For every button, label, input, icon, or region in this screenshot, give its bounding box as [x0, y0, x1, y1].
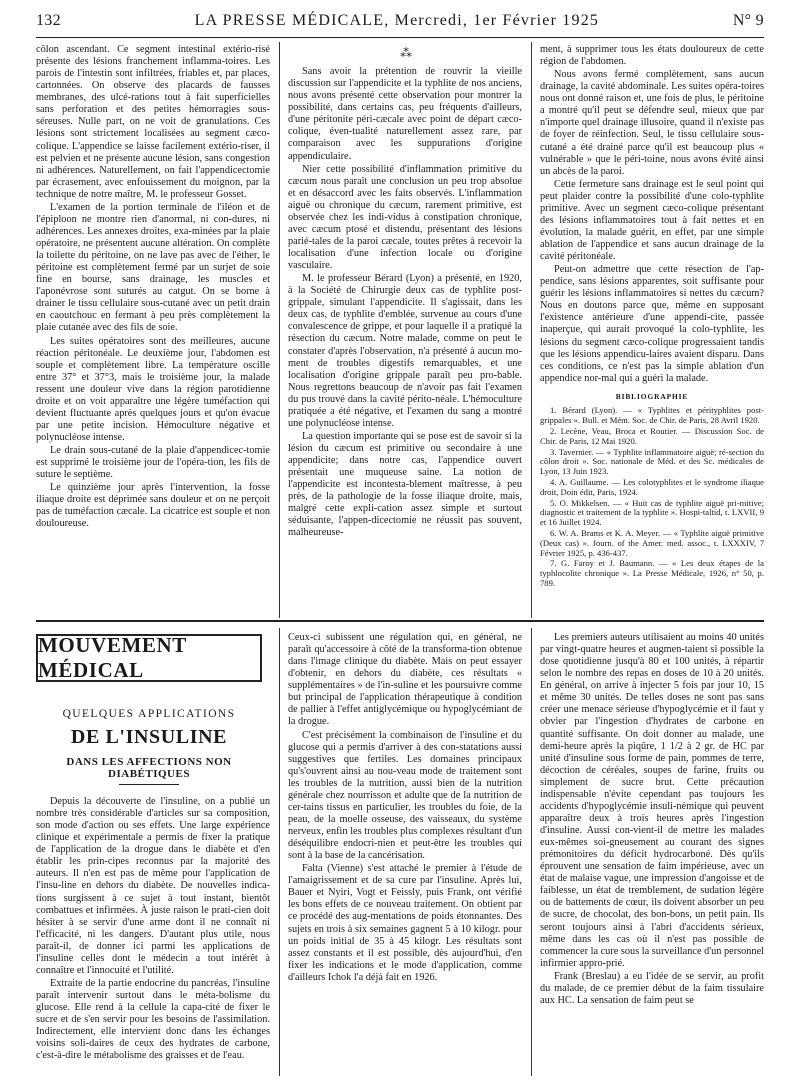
issue-number: N° 9: [732, 12, 764, 29]
paragraph: Ceux-ci subissent une régulation qui, en général, ne paraît qu'accessoire à côté de la transforma-tion obtenue dans l'image clinique du diabète. Mais on peut essayer d'obtenir, en dehors du diabète, ces résultats « supplémentaires » de l'in-suline et les poursuivre comme but principal de l'application thérapeutique à condition de pallier à l'effet antiglycémique ou hypoglycémiant de la drogue.: [288, 632, 522, 728]
article-deck: DANS LES AFFECTIONS NON DIABÉTIQUES: [66, 756, 232, 780]
bibliography-title: BIBLIOGRAPHIE: [615, 391, 689, 401]
bibliography-entry: 2. Lecène, Veau, Broca et Routier. — Discussion Soc. de Chir. de Paris, 12 Mai 1920.: [540, 426, 764, 446]
top-column-3: [540, 44, 764, 608]
running-head: [36, 12, 764, 38]
paragraph: Extraite de la partie endocrine du pancréas, l'insuline paraît intervenir surtout dans le méta-bolisme du glucose. Elle rend à la cellule la capa-cité de fixer le sucre et de s'en servir pour les besoins de l'assimilation. Indirectement, elle intervient donc dans les échanges voisins soli-daires de ceux des hydrates de carbone, c'est-à-dire le métabolisme des graisses et de l'eau.: [36, 977, 270, 1062]
top-column-2: [288, 44, 522, 608]
paragraph: Nous avons fermé complètement, sans aucun drainage, la cavité abdominale. Les suites opéra-toires nous ont donné raison et, une fois de plus, le péritoine a montré qu'il peut se défendre seul, mieux que par n'importe quel drainage illusoire, quand il n'existe pas de foyer de réinfection. Seul, le tissu cellulaire sous-cutané a été drainé parce qu'il est beaucoup plus « vulnérable » que le péri-toine, nous avons évité ainsi un abcès de la paroi.: [540, 69, 764, 177]
paragraph: C'est précisément la combinaison de l'insuline et du glucose qui a permis d'arriver à des con-statations aussi suggestives que fertiles. Les domaines principaux qu's'ouvrent ainsi au nou-veau mode de traitement sont les troubles de la nutrition, aussi bien de la nutrition générale chez nourrisson et adulte que de la nutrition de cer-tains tissus en particulier, les troubles du foie, de la peau, de la moelle osseuse, des vaisseaux, du système nerveux, enfin les troubles plus complexes résultant d'un déséquilibre endocri-nien et peut-être les troubles qui sont à la base de la cancérisation.: [288, 729, 522, 862]
paragraph: ment, à supprimer tous les états douloureux de cette région de l'abdomen.: [540, 44, 764, 68]
section-stars: ⁂: [400, 46, 410, 60]
column-divider: [279, 42, 280, 618]
paragraph: Falta (Vienne) s'est attaché le premier à l'étude de l'amaigrissement et de sa cure par l'insuline. Après lui, Bauer et Nyiri, Vogt et Feissly, puis Frank, ont vérifié les bons effets de ce nouveau traitement. On obtient par ce procédé des aug-mentations de poids étonnantes. Des sujets en trois à six semaines gagnent 5 à 10 kilogr. pour un poids initial de 35 à 45 kilogr. Les résultats sont assez constants et il est possible, dès aujourd'hui, d'en fixer les indications et le mode d'application, comme d'ailleurs Ichok l'a déjà fait en 1926.: [288, 863, 522, 983]
column-divider: [531, 42, 532, 618]
bibliography-entry: 5. O. Mikkelsen. — « Huit cas de typhlite aiguë pri-mitive; diagnostic et traitement de la typhlite ». Hospi-taltid, t. LXVII, 9 et 16 Juillet 1924.: [540, 497, 764, 528]
paragraph: Les premiers auteurs utilisaient au moins 40 unités par vingt-quatre heures et augmen-taient si possible la dose quotidienne jusqu'à 80 et 100 unités, à répartir selon le nombre des repas en doses de 10 à 20 unités. En général, on arrive à injecter 5 fois par jour 10, 15 et même 30 unités. De telles doses ne sont pas sans créer une menace sérieuse d'hypoglycémie et il faut y obvier par l'ingestion d'hydrates de carbone en quantité suffisante. On doit donner au malade, une demi-heure après la piqûre, 1 1/2 à 2 gr. de HC par unité d'insuline sous forme de pain, pommes de terre, décoction de céréales, soupes de farine, fruits ou simplement de sucre brut. Cette précaution indispensable n'évite cependant pas toujours les accidents d'hypoglycémie insuli-némique qui peuvent apparaître deux à trois heures après l'ingestion d'insuline. Aussi con-vient-il de mettre les malades eux-mêmes soi-gneusement au courant des signes prémonitoires du déficit hydrocarboné. Dès qu'ils éprouvent une sensation de faim impérieuse, avec un état de malaise vague, une impression d'angoisse et de faiblesse, un état de tremblement, de sudation légère ou de battements de cœur, ils doivent absorber un peu de sucre, de chocolat, des bon-bons, un petit pain. Ils seront toujours ainsi à l'abri d'accidents sérieux, même dans les cas où il n'est pas possible de commencer la cure sous la surveillance d'un personnel infirmier appro-prié.: [540, 632, 764, 969]
bibliography-entry: 7. G. Faroy et J. Baumann. — « Les deux étapes de la typhlocolite chronique ». La Presse Médicale, 1926, n° 50, p. 789.: [540, 558, 764, 588]
paragraph: Le drain sous-cutané de la plaie d'appendicec-tomie est supprimé le troisième jour de l'opéra-tion, les fils de suture le septième.: [36, 445, 270, 481]
column-divider: [279, 628, 280, 1076]
paragraph: La question importante qui se pose est de savoir si la lésion du cæcum est primitive ou secondaire à une appendicite; dans notre cas, l'appendice ouvert présentait une muqueuse saine. La notion de l'appendicite est incontesta-blement maîtresse, à peu près, de la pathologie de la fosse iliaque droite, mais, malgré cette expli-cation assez simple et surtout séduisante, l'appen-dicectomie ne réussit pas souvent, malheureuse-: [288, 430, 522, 539]
paragraph: Sans avoir la prétention de rouvrir la vieille discussion sur l'appendicite et la typhlite de nos anciens, nous avons présenté cette observation pour montrer la possibilité, dans certains cas, peu fréquents d'ailleurs, d'une péritonite péri-cæcale avec point de départ cæco-colique, éven-tualité naturellement assez rare, par comparaison avec les suppurations d'origine appendiculaire.: [288, 66, 522, 162]
bottom-column-1: [36, 796, 270, 1076]
bibliography-entry: 4. A. Guillaume. — Les colotyphlites et le syndrome iliaque droit, Doin édit, Paris, 1924.: [540, 477, 764, 497]
paragraph: Depuis la découverte de l'insuline, on a publié un nombre très considérable d'articles sur sa composition, son mode d'action ou ses effets. Une large expérience clinique et expérimentale a permis de fixer la pratique de l'application de la drogue dans le diabète et d'en établir les prin-cipes reconnus par la majorité des auteurs. Il n'en est pas de même pour l'application de l'insu-line en dehors du diabète. De nouvelles indica-tions surgissent à ce sujet à tout instant, bientôt combattues et infirmées. À juste raison le prati-cien doit hésiter à se servir d'une arme dont il ne connaît ni l'efficacité, ni les dangers. D'autant plus utile, nous paraît-il, de donner ici parmi les applications de l'insuline celles dont le médecin a tout intérêt à connaître et l'innocuité et l'utilité.: [36, 796, 270, 976]
section-rubric-box: [36, 634, 262, 682]
paragraph: Peut-on admettre que cette résection de l'ap-pendice, sans lésions apparentes, soit suffisante pour guérir les lésions inflammatoires si nettes du cæcum? Nous en doutons parce que, même en supposant l'existence antérieure d'une appendi-cite, passée inaperçue, qui aurait provoqué la colo-typhlite, les lésions du segment cæco-colique progressaient tandis que les lésions appendicu-laires avaient disparu. Dans ces conditions, ce n'est pas la simple ablation d'un appendice nor-mal qui a guéri la malade.: [540, 264, 764, 384]
paragraph: L'examen de la portion terminale de l'iléon et de l'épiploon ne montre rien d'anormal, ni con-dures, ni adhérences. Les annexes droites, exa-minées par la plaie opératoire, ne présentent aucune altération. On complète la toilette du péritoine, on ne lave pas avec de l'éther, le péritoine est complètement fermé par un surjet de soie fine en bourse, sans drainage, les muscles et l'aponévrose sont suturés au catgut. On se borne à drainer le tissu cellulaire sous-cutané avec un petit drain en caoutchouc en fermant à peu près complètement la plaie cutanée avec des fils de soie.: [36, 201, 270, 334]
bottom-column-3: [540, 632, 764, 1076]
paragraph: Cette fermeture sans drainage est le seul point qui peut plaider contre la possibilité d'une colo-typhlite primitive. Avec un segment cæco-colique présentant des lésions inflammatoires tout à fait nettes et en évolution, la malade guérit, en effet, par une simple ablation de l'appendice et sans aucun drainage de la cavité péritonéale.: [540, 178, 764, 263]
bibliography-entry: 1. Bérard (Lyon). — « Typhlites et pérityphlites post-grippales ». Bull. et Mém. Soc. de Chir. de Paris, 28 Avril 1920.: [540, 405, 764, 426]
paragraph: Frank (Breslau) a eu l'idée de se servir, au profit du malade, de ce premier début de la faim tissulaire aux HC. La sensation de faim peut se: [540, 970, 764, 1006]
title-rule: [119, 784, 179, 785]
paragraph: Les suites opératoires sont des meilleures, aucune réaction péritonéale. Le deuxième jour, l'abdomen est souple et complètement libre. La température oscille entre 37° et 37°3, mais le troisième jour, la malade ressent une douleur vive dans la région parotidienne droite et on voit apparaître une légère tuméfaction qui devient fluctuante après quelques jours et qu'on évacue par une petite incision. Hémoculture négative et polynucléose intense.: [36, 335, 270, 443]
article-separator: [36, 620, 764, 622]
page-number: 132: [36, 12, 61, 29]
paragraph: Nier cette possibilité d'inflammation primitive du cæcum nous paraît une conclusion un peu trop absolue et en désaccord avec les faits observés. L'inflammation aiguë ou chronique du cæcum, rarement primitive, est observée chez les indi-vidus à constipation chronique, avec cæcum ptosé et distendu, présentant des lésions parié-tales de la paroi cæcale, toutes prêtes à recevoir la localisation d'une infection locale ou d'origine vasculaire.: [288, 163, 522, 272]
article-kicker: QUELQUES APPLICATIONS: [62, 708, 236, 720]
bibliography: [540, 393, 764, 589]
column-divider: [531, 628, 532, 1076]
paragraph: Le quinzième jour après l'intervention, la fosse iliaque droite est déprimée sans douleur et on ne perçoit pas de tuméfaction cæcale. La cicatrice est souple et non douloureuse.: [36, 482, 270, 530]
bottom-column-2: [288, 632, 522, 1076]
article-title: DE L'INSULINE: [70, 726, 228, 748]
running-title: LA PRESSE MÉDICALE, Mercredi, 1er Février 1925: [194, 12, 600, 29]
top-column-1: [36, 44, 270, 608]
paragraph: côlon ascendant. Ce segment intestinal extério-risé présente des lésions franchement inflamma-toires. Les parois de l'intestin sont infiltrées, friables et, par places, cartonnées. On observe des placards de fausses membranes, des ulcé-rations tout à fait superficielles sans perforation et des petites hémorragies sous-séreuses. Nulle part, on ne voit de granulations. Ces lésions sont strictement localisées au segment cæco-colique. L'appendice se laisse facilement extério-riser, il est pelvien et ne présente aucune lésion, sans congestion ni adhérences. Naturellement, on fait l'appendicectomie par écrasement, avec enfouissement du moignon, par la technique de notre maître, M. le professeur Gosset.: [36, 44, 270, 200]
paragraph: M. le professeur Bérard (Lyon) a présenté, en 1920, à la Société de Chirurgie deux cas de typhlite post-grippale, simulant l'appendicite. Il s'agissait, dans les deux cas, de typhlite d'emblée, survenue au cours d'une convalescence de grippe, et pour laquelle il a pratiqué la résection du cæcum. Notre malade, comme on peut le constater d'après l'observation, n'a présenté à aucun mo-ment de troubles digestifs remarquables, et une localisation d'origine grippale paraît peu pro-bable. Nous regrettons beaucoup de n'avoir pas fait l'examen du pus trouvé dans la cavité périto-néale. L'hémoculture pratiquée a été négative, et l'examen du sang a montré une polynucléose intense.: [288, 273, 522, 429]
bibliography-entry: 6. W. A. Brams et K. A. Meyer. — « Typhlite aiguë primitive (Deux cas) ». Journ. of the Amer. med. assoc., t. LXXXIV, 7 Février 1925, p. 436-437.: [540, 527, 764, 558]
bibliography-entry: 3. Tavernier. — « Typhlite inflammatoire aiguë; ré-section du côlon droit ». Soc. nationale de Méd. et des Sc. médicales de Lyon, 13 Juin 1923.: [540, 446, 764, 477]
section-rubric: MOUVEMENT MÉDICAL: [38, 633, 187, 682]
